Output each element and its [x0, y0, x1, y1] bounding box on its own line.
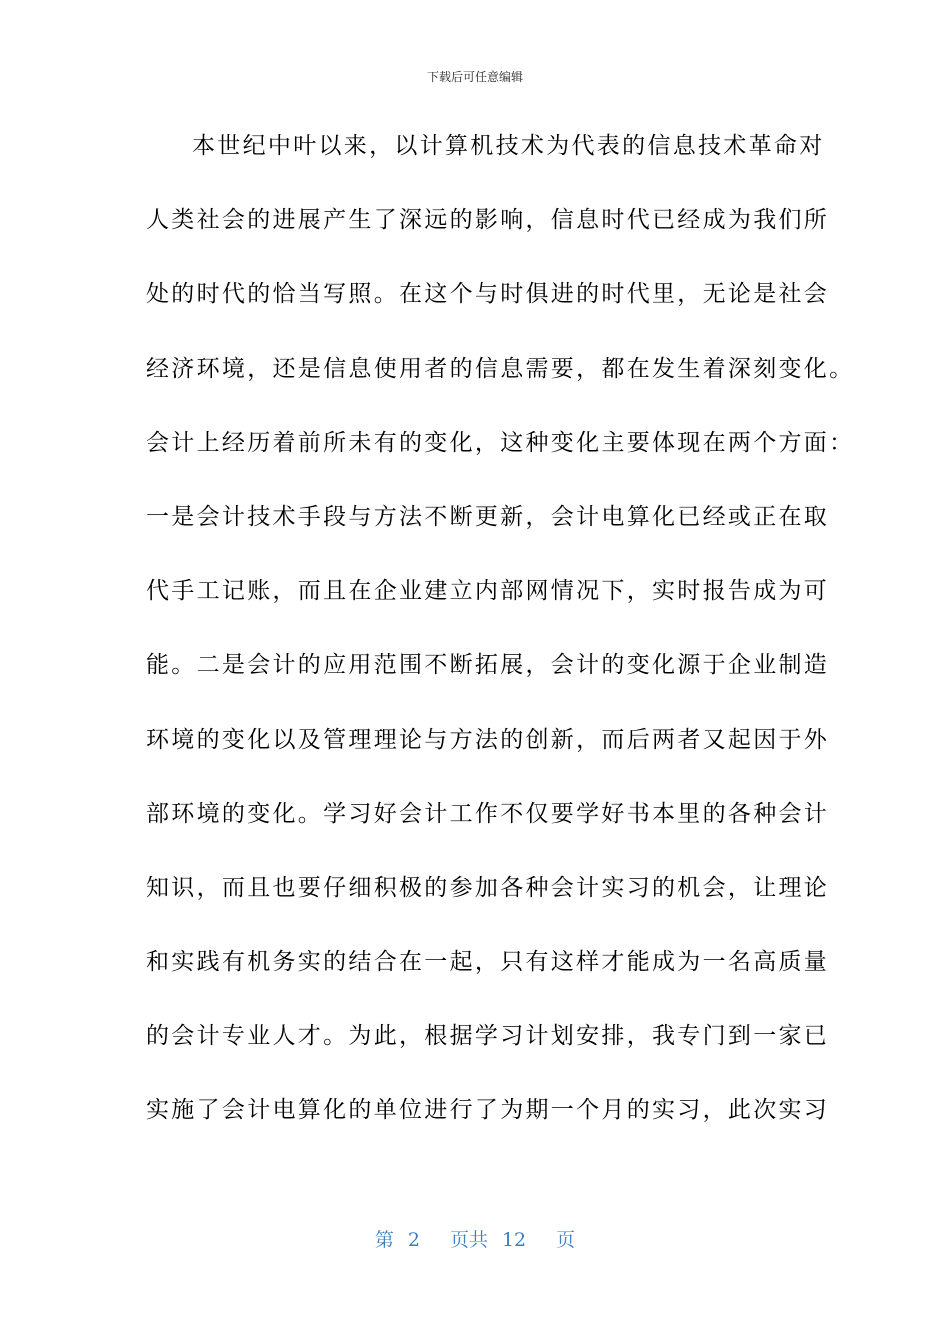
paragraph-line: 会计上经历着前所未有的变化，这种变化主要体现在两个方面：	[146, 429, 855, 456]
paragraph-line: 部环境的变化。学习好会计工作不仅要学好书本里的各种会计	[146, 800, 830, 827]
header-note: 下载后可任意编辑	[426, 70, 523, 84]
paragraph-line: 实施了会计电算化的单位进行了为期一个月的实习，此次实习	[146, 1097, 830, 1124]
paragraph-line: 环境的变化以及管理理论与方法的创新，而后两者又起因于外	[146, 726, 830, 753]
page-number-footer	[0, 1225, 950, 1252]
paragraph-line: 知识，而且也要仔细积极的参加各种会计实习的机会，让理论	[146, 874, 830, 901]
paragraph-line: 本世纪中叶以来，以计算机技术为代表的信息技术革命对	[192, 133, 825, 159]
paragraph-line: 和实践有机务实的结合在一起，只有这样才能成为一名高质量	[146, 949, 830, 976]
paragraph-line: 处的时代的恰当写照。在这个与时俱进的时代里，无论是社会	[146, 281, 830, 308]
document-body	[146, 126, 855, 1165]
total-pages-number: 12	[501, 1229, 527, 1251]
paragraph-line: 的会计专业人才。为此，根据学习计划安排，我专门到一家已	[146, 1023, 830, 1050]
paragraph-line: 代手工记账，而且在企业建立内部网情况下，实时报告成为可	[146, 578, 830, 605]
paragraph-line: 一是会计技术手段与方法不断更新，会计电算化已经或正在取	[146, 503, 830, 530]
paragraph-line: 经济环境，还是信息使用者的信息需要，都在发生着深刻变化。	[146, 355, 855, 382]
page-suffix: 页	[556, 1229, 576, 1251]
paragraph-line: 人类社会的进展产生了深远的影响，信息时代已经成为我们所	[146, 207, 830, 234]
paragraph-line: 能。二是会计的应用范围不断拓展，会计的变化源于企业制造	[146, 652, 830, 679]
current-page-number: 2	[407, 1229, 420, 1251]
page-prefix: 第	[374, 1229, 394, 1251]
page-middle-label: 页共	[449, 1229, 488, 1251]
